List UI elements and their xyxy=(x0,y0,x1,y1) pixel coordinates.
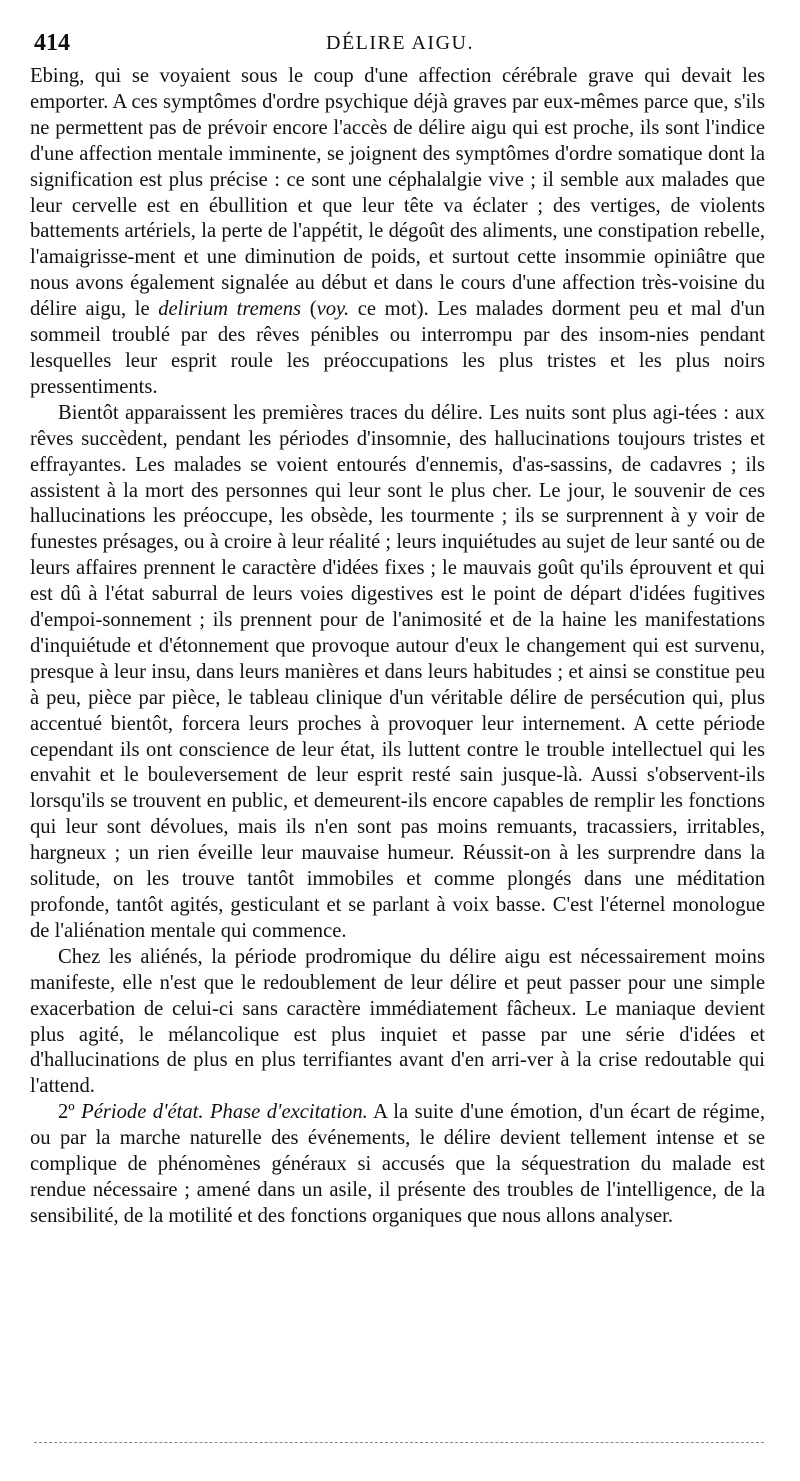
page-number: 414 xyxy=(34,30,70,56)
paragraph-1-italic-term: delirium tremens xyxy=(158,298,302,321)
paragraph-2: Bientôt apparaissent les premières traces du délire. Les nuits sont plus agi-tées : aux rêves succèdent, pendant les périodes d'insomnie, des hallucinations toujours tristes et effrayantes. Les malades se voient entourés d'ennemis, d'as-sassins, de cadavres ; ils assistent à la mort des personnes qui leur sont le plus cher. Le jour, le souvenir de ces hallucinations les préoccupe, les obsède, les tourmente ; ils se surprennent à y voir de funestes présages, ou à croire à leur réalité ; leurs inquiétudes au sujet de leur santé ou de leurs affaires prennent le caractère d'idées fixes ; le mauvais goût qu'ils éprouvent et qui est dû à l'état saburral de leurs voies digestives est le point de départ d'idées fugitives d'empoi-sonnement ; ils prennent pour de l'animosité et de la haine les manifestations d'inquiétude et d'étonnement que provoque autour d'eux le changement qui est survenu, presque à leur insu, dans leurs manières et dans leurs habitudes ; et ainsi se constitue peu à peu, pièce par pièce, le tableau clinique d'un véritable délire de persécution qui, plus accentué bientôt, forcera leurs proches à provoquer leur internement. A cette période cependant ils ont conscience de leur état, ils luttent contre le trouble intellectuel qui les envahit et le bouleversement de leur esprit resté sain jusque-là. Aussi s'observent-ils lorsqu'ils se trouvent en public, et demeurent-ils encore capables de remplir les fonctions qui leur sont dévolues, mais ils n'en sont pas moins remuants, tracassiers, irritables, hargneux ; un rien éveille leur mauvaise humeur. Réussit-on à les surprendre dans la solitude, on les trouve tantôt immobiles et comme plongés dans une méditation profonde, tantôt agités, gesticulant et se parlant à voix basse. C'est l'éternel monologue de l'aliénation mentale qui commence. xyxy=(30,401,765,942)
footer-rule xyxy=(34,1442,764,1443)
paragraph-4-lead: 2º xyxy=(58,1101,82,1124)
paragraph-1-voy: voy. xyxy=(316,298,350,321)
paragraph-1-text: Ebing, qui se voyaient sous le coup d'une affection cérébrale grave qui devait les emporter. A ces symptômes d'ordre psychique déjà graves par eux-mêmes parce que, s'ils ne permettent pas de prévoir encore l'accès de délire aigu qui est proche, ils sont l'indice d'une affection mentale imminente, se joignent des symptômes d'ordre somatique dont la signification est plus précise : ce sont une céphalalgie vive ; il semble aux malades que leur cervelle est en ébullition et que leur tête va éclater ; des vertiges, de violents battements artériels, la perte de l'appétit, le dégoût des aliments, une constipation rebelle, l'amaigrisse-ment et une diminution de poids, et surtout cette insommie opiniâtre que nous avons également signalée au début et dans le cours d'une affection très-voisine du délire aigu, le xyxy=(30,65,765,321)
paragraph-4-italic-heading: Période d'état. Phase d'excitation. xyxy=(81,1101,368,1124)
paragraph-1-paren: ( xyxy=(301,298,317,321)
paragraph-4-rest: A la suite d'une émotion, d'un écart de régime, ou par la marche naturelle des événements, le délire devient tellement intense et se complique de phénomènes généraux si accusés que la séquestration du malade est rendue nécessaire ; amené dans un asile, il présente des troubles de l'intelligence, de la sensibilité, de la motilité et des fonctions organiques que nous allons analyser. xyxy=(30,1101,765,1227)
paragraph-1 xyxy=(30,64,765,401)
running-title: DÉLIRE AIGU. xyxy=(326,32,474,54)
paragraph-1-rest: ce mot). Les malades dorment peu et mal d'un sommeil troublé par des rêves pénibles ou interrompu par des insom-nies pendant lesquelles leur esprit roule les préoccupations les plus tristes et les plus noirs pressentiments. xyxy=(30,298,765,398)
paragraph-4 xyxy=(30,1100,765,1230)
body-text xyxy=(30,64,765,1230)
page-header xyxy=(30,26,770,60)
paragraph-3: Chez les aliénés, la période prodromique du délire aigu est nécessairement moins manifeste, elle n'est que le redoublement de leur délire et peut passer pour une simple exacerbation de celui-ci sans caractère immédiatement fâcheux. Le maniaque devient plus agité, le mélancolique est plus inquiet et passe par une série d'idées et d'hallucinations de plus en plus terrifiantes avant d'en arri-ver à la crise redoutable qui l'attend. xyxy=(30,945,765,1098)
